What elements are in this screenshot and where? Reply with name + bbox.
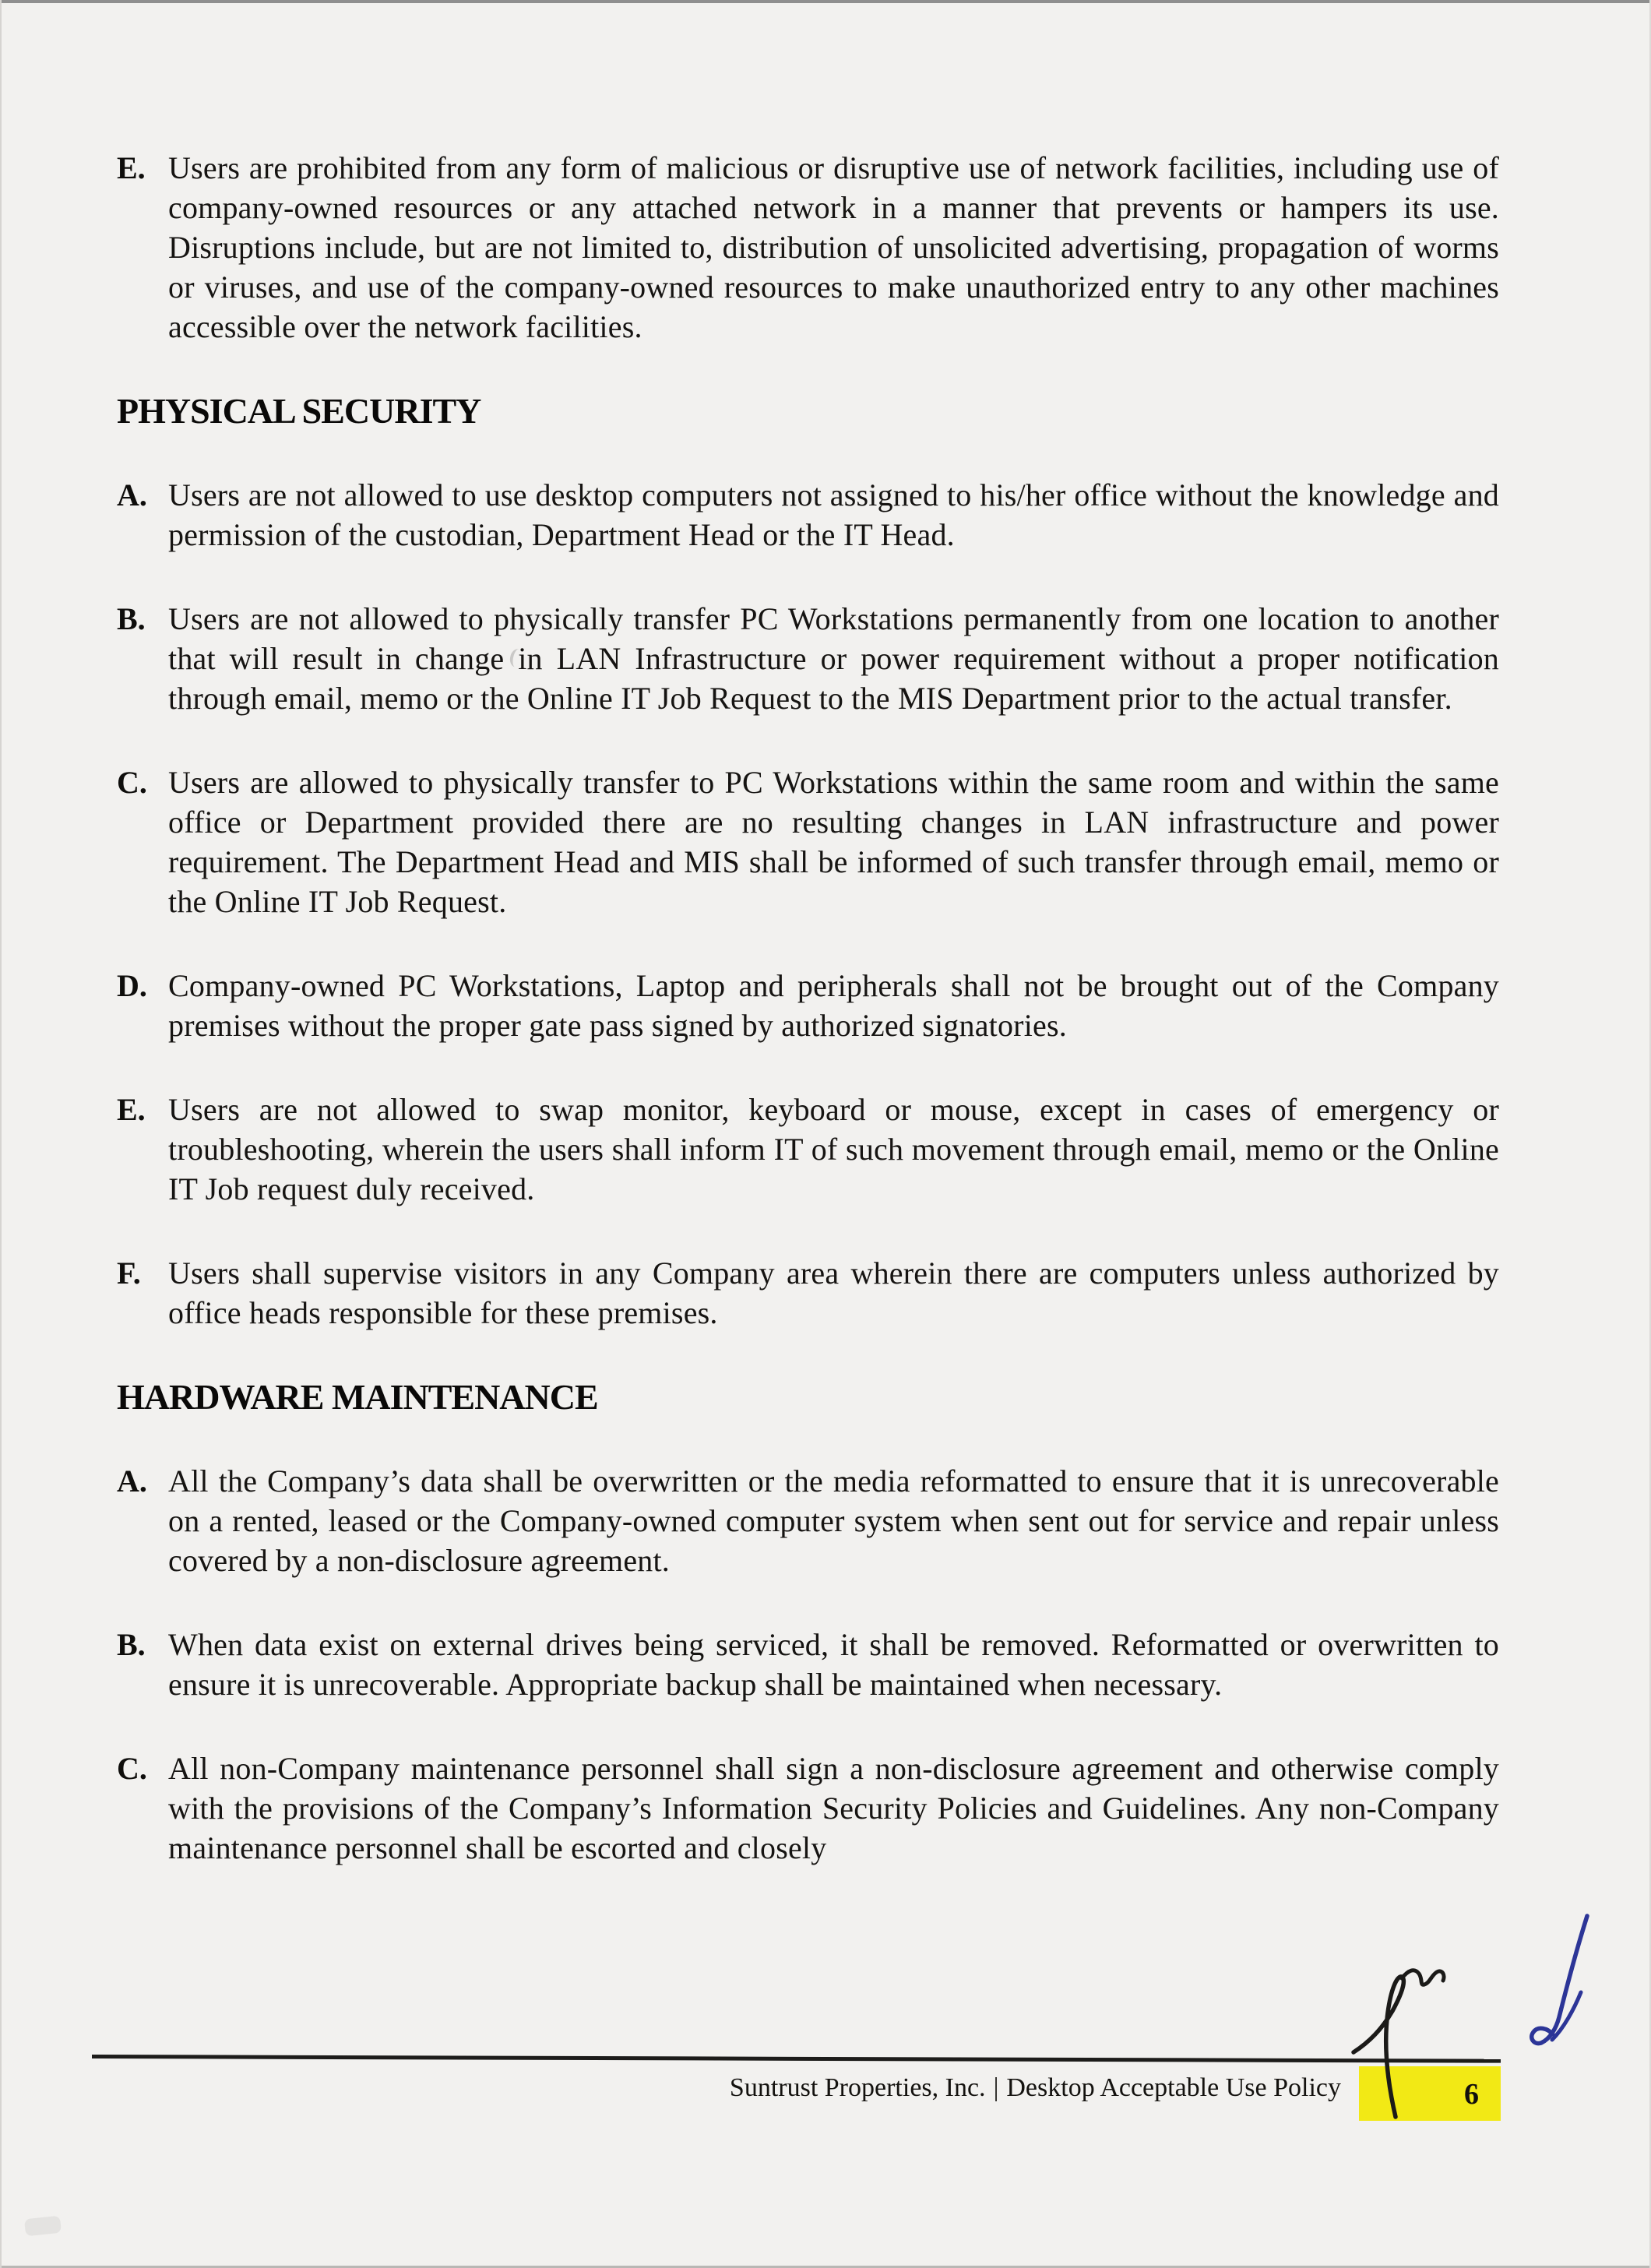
scan-smudge xyxy=(24,2216,62,2237)
item-letter: B. xyxy=(117,601,146,636)
item-text: Users are not allowed to swap monitor, keyboard or mouse, except in cases of emergency or troubleshooting, wherein the users shall inform IT of such movement through email, memo or the Online IT Job request duly received. xyxy=(168,1092,1499,1206)
section-heading-hardware-maintenance: HARDWARE MAINTENANCE xyxy=(117,1377,598,1417)
policy-item-ps-d xyxy=(117,966,1499,1045)
signature-initials-black xyxy=(1347,1955,1472,2126)
policy-item-hm-b xyxy=(117,1625,1499,1704)
footer-rule xyxy=(92,2055,1501,2063)
item-letter: E. xyxy=(117,1092,146,1127)
item-letter: C. xyxy=(117,1751,147,1786)
policy-item-ps-c xyxy=(117,762,1499,921)
item-letter: A. xyxy=(117,1463,147,1498)
item-letter: D. xyxy=(117,968,147,1003)
policy-item-ps-a xyxy=(117,475,1499,555)
footer-separator: | xyxy=(993,2073,999,2102)
scan-edge-left xyxy=(0,0,2,2268)
item-text: Users shall supervise visitors in any Company area wherein there are computers unless authorized by office heads responsible for these premises. xyxy=(168,1256,1499,1330)
footer-company: Suntrust Properties, Inc. xyxy=(729,2073,986,2102)
policy-item-ps-b xyxy=(117,599,1499,718)
item-text: Company-owned PC Workstations, Laptop and peripherals shall not be brought out of the Company premises without the proper gate pass signed by authorized signatories. xyxy=(168,968,1499,1043)
item-letter: B. xyxy=(117,1627,146,1662)
item-letter: F. xyxy=(117,1256,141,1291)
footer-document-title: Desktop Acceptable Use Policy xyxy=(1006,2073,1341,2102)
item-text: Users are prohibited from any form of malicious or disruptive use of network facilities, including use of company-owned resources or any attached network in a manner that prevents or hampers its use. Disruptions include, but are not limited to, distribution of unsolicited advertising, propagation of worms or viruses, and use of the company-owned resources to make unauthorized entry to any other machines accessible over the network facilities. xyxy=(168,150,1499,344)
policy-body xyxy=(117,148,1499,1912)
item-letter: E. xyxy=(117,150,146,185)
page-number: 6 xyxy=(1464,2078,1479,2111)
item-letter: A. xyxy=(117,477,147,512)
scan-edge-top xyxy=(0,0,1651,3)
section-heading-physical-security: PHYSICAL SECURITY xyxy=(117,391,481,431)
policy-item-hm-c xyxy=(117,1749,1499,1868)
item-text: Users are allowed to physically transfer to PC Workstations within the same room and within the same office or Department provided there are no resulting changes in LAN infrastructure and power requirement. The Department Head and MIS shall be informed of such transfer through email, memo or the Online IT Job Request. xyxy=(168,765,1499,919)
item-text: When data exist on external drives being serviced, it shall be removed. Reformatted or overwritten to ensure it is unrecoverable. Appropriate backup shall be maintained when necessary. xyxy=(168,1627,1499,1702)
item-text: Users are not allowed to physically transfer PC Workstations permanently from one location to another that will result in change in LAN Infrastructure or power requirement without a proper notification through email, memo or the Online IT Job Request to the MIS Department prior to the actual transfer. xyxy=(168,601,1499,716)
policy-item-ps-e xyxy=(117,1090,1499,1209)
item-text: Users are not allowed to use desktop computers not assigned to his/her office without the knowledge and permission of the custodian, Department Head or the IT Head. xyxy=(168,477,1499,552)
item-text: All non-Company maintenance personnel shall sign a non-disclosure agreement and otherwise comply with the provisions of the Company’s Information Security Policies and Guidelines. Any non-Company maintenance personnel shall be escorted and closely xyxy=(168,1751,1499,1865)
signature-mark-blue xyxy=(1526,1908,1612,2072)
item-letter: C. xyxy=(117,765,147,800)
policy-item-ps-f xyxy=(117,1253,1499,1333)
policy-item-e-network xyxy=(117,148,1499,347)
item-text: All the Company’s data shall be overwritten or the media reformatted to ensure that it is unrecoverable on a rented, leased or the Company-owned computer system when sent out for service and repair unless covered by a non-disclosure agreement. xyxy=(168,1463,1499,1578)
footer-text xyxy=(730,2072,1341,2104)
policy-item-hm-a xyxy=(117,1461,1499,1580)
